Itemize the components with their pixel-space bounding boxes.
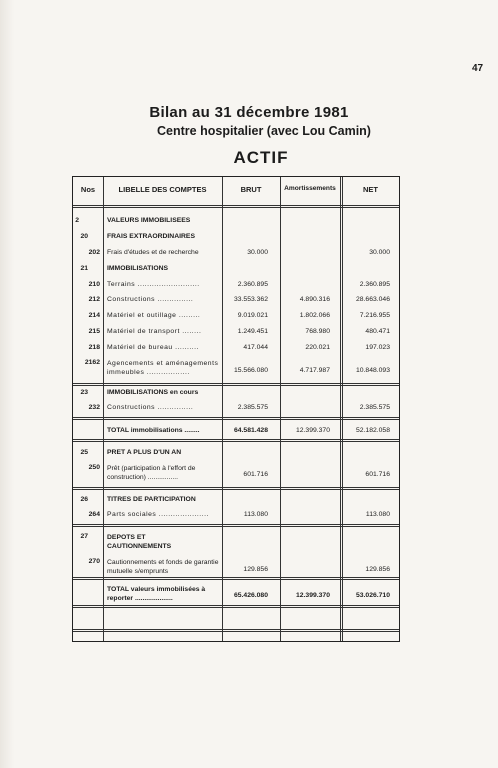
row-label: Terrains .......................... (107, 281, 200, 288)
row-label: PRET A PLUS D'UN AN (107, 449, 182, 456)
row-label: DEPOTS ET CAUTIONNEMENTS (107, 534, 172, 550)
amortissements-value: 12.399.370 (295, 427, 330, 434)
net-value: 52.182.058 (355, 427, 390, 434)
brut-value: 33.553.362 (233, 296, 268, 303)
row-number: 20 (80, 233, 88, 240)
row-number: 2 (75, 217, 79, 224)
row-number: 264 (88, 511, 100, 518)
row-number: 27 (80, 533, 88, 540)
brut-value: 64.581.428 (233, 427, 268, 434)
net-value: 129.856 (365, 566, 390, 573)
amortissements-value: 12.399.370 (295, 592, 330, 599)
row-label: Frais d'études et de recherche (107, 249, 199, 256)
brut-value: 601.716 (243, 471, 268, 478)
amortissements-value: 4.890.316 (299, 296, 330, 303)
header-brut: BRUT (240, 185, 262, 194)
header-num: Nos (80, 185, 96, 194)
row-number: 212 (88, 296, 100, 303)
net-value: 28.663.046 (355, 296, 390, 303)
brut-value: 9.019.021 (237, 312, 268, 319)
brut-value: 15.566.080 (233, 367, 268, 374)
row-label: IMMOBILISATIONS (107, 265, 169, 272)
brut-value: 2.360.895 (237, 281, 268, 288)
amortissements-value: 4.717.987 (299, 367, 330, 374)
row-number: 23 (80, 389, 88, 396)
net-value: 53.026.710 (355, 592, 390, 599)
row-label: Parts sociales ..................... (107, 511, 209, 518)
brut-value: 1.249.451 (237, 328, 268, 335)
row-label: VALEURS IMMOBILISEES (107, 217, 191, 224)
row-number: 232 (88, 404, 100, 411)
header-label: LIBELLE DES COMPTES (118, 185, 207, 194)
header-amortissements: Amortissements (284, 185, 336, 192)
row-separator (73, 605, 399, 608)
row-number: 250 (88, 464, 100, 471)
row-number: 2162 (84, 359, 100, 366)
brut-value: 129.856 (243, 566, 268, 573)
row-number: 210 (88, 281, 100, 288)
section-heading: ACTIF (233, 148, 289, 167)
row-number: 214 (88, 312, 100, 319)
brut-value: 113.080 (243, 511, 268, 518)
column-divider (280, 177, 281, 641)
page-number: 47 (472, 63, 484, 74)
row-separator (73, 577, 399, 580)
row-separator (73, 383, 399, 386)
brut-value: 30.000 (247, 249, 268, 256)
row-separator (73, 629, 399, 632)
net-value: 10.848.093 (355, 367, 390, 374)
row-label: Constructions ............... (107, 296, 194, 303)
row-label: Cautionnements et fonds de garantie mutuelle s/emprunts (107, 559, 219, 575)
net-value: 7.216.955 (359, 312, 390, 319)
row-label: TITRES DE PARTICIPATION (107, 496, 196, 503)
row-label: TOTAL valeurs immobilisées à reporter .................... (107, 586, 206, 602)
row-separator (73, 524, 399, 527)
net-value: 197.023 (365, 344, 390, 351)
brut-value: 417.044 (243, 344, 268, 351)
row-number: 215 (88, 328, 100, 335)
row-number: 270 (88, 558, 100, 565)
brut-value: 65.426.080 (233, 592, 268, 599)
row-label: Constructions ............... (107, 404, 194, 411)
row-label: IMMOBILISATIONS en cours (107, 389, 199, 396)
row-number: 25 (80, 449, 88, 456)
page-subtitle: Centre hospitalier (avec Lou Camin) (157, 124, 371, 138)
header-net: NET (363, 185, 378, 194)
row-separator (73, 417, 399, 420)
page-title: Bilan au 31 décembre 1981 (149, 104, 349, 121)
amortissements-value: 1.802.066 (299, 312, 330, 319)
net-value: 113.080 (365, 511, 390, 518)
net-value: 601.716 (365, 471, 390, 478)
row-number: 21 (80, 265, 88, 272)
net-value: 2.360.895 (359, 281, 390, 288)
row-label: FRAIS EXTRAORDINAIRES (107, 233, 195, 240)
amortissements-value: 768.980 (305, 328, 330, 335)
brut-value: 2.385.575 (237, 404, 268, 411)
row-label: Prêt (participation à l'effort de construction) ................ (107, 465, 196, 481)
balance-sheet-table (72, 176, 400, 642)
net-value: 480.471 (365, 328, 390, 335)
table-header (73, 177, 399, 208)
net-value: 2.385.575 (359, 404, 390, 411)
row-number: 218 (88, 344, 100, 351)
row-label: Matériel et outillage ......... (107, 312, 201, 319)
row-separator (73, 487, 399, 490)
net-value: 30.000 (369, 249, 390, 256)
row-label: Agencements et aménagements immeubles .................. (107, 360, 219, 376)
row-separator (73, 439, 399, 442)
row-label: Matériel de bureau .......... (107, 344, 199, 351)
column-divider (103, 177, 104, 641)
row-number: 26 (80, 496, 88, 503)
row-label: TOTAL immobilisations ........ (107, 427, 200, 434)
row-label: Matériel de transport ........ (107, 328, 202, 335)
amortissements-value: 220.021 (305, 344, 330, 351)
row-number: 202 (88, 249, 100, 256)
